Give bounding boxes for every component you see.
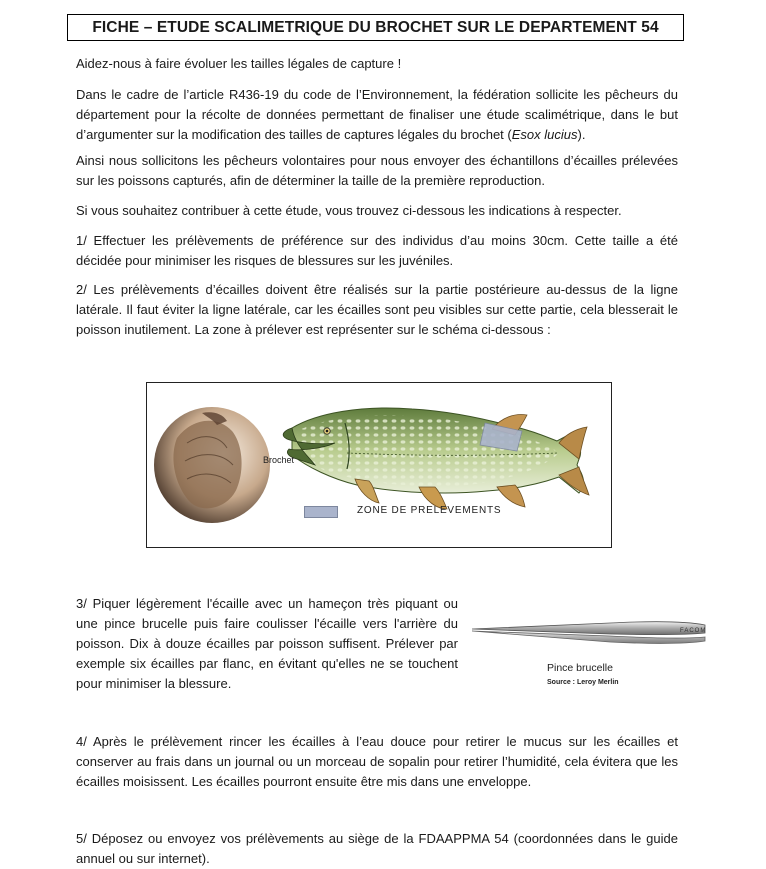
- zone-legend-label: ZONE DE PRELEVEMENTS: [357, 505, 502, 516]
- context-text-before: Dans le cadre de l’article R436-19 du code de l’Environnement, la fédération sollicite les pêcheurs du département pour la récolte de données permettant de finaliser une étude scalimétrique, dans le but d’argumenter sur la modification des tailles de captures légales du brochet (: [76, 87, 678, 142]
- step3-paragraph: 3/ Piquer légèrement l'écaille avec un hameçon très piquant ou une pince brucelle puis faire coulisser l'écaille vers l'arrière du poisson. Dix à douze écailles par poisson suffisent. Prélever par exemple six écailles par flanc, en évitant qu'elles ne se touchent pour minimiser la blessure.: [76, 596, 458, 691]
- pike-illustration: [147, 383, 613, 549]
- instructions-intro-paragraph: Si vous souhaitez contribuer à cette étude, vous trouvez ci-dessous les indications à respecter.: [76, 203, 622, 218]
- step2-paragraph: 2/ Les prélèvements d’écailles doivent être réalisés sur la partie postérieure au-dessus de la ligne latérale. Il faut éviter la ligne latérale, car les écailles sont peu visibles sur cette partie, cela blesserait le poisson inutilement. La zone à prélever est représenter sur le schéma ci-dessous :: [76, 282, 678, 337]
- page-title-text: FICHE – ETUDE SCALIMETRIQUE DU BROCHET SUR LE DEPARTEMENT 54: [92, 18, 659, 36]
- context-text-after: ).: [577, 127, 586, 142]
- pike-sampling-zone-figure: [146, 382, 612, 548]
- page-title: [67, 14, 684, 41]
- request-paragraph: Ainsi nous sollicitons les pêcheurs volontaires pour nous envoyer des échantillons d’écailles prélevées sur les poissons capturés, afin de déterminer la taille de la première reproduction.: [76, 153, 678, 188]
- step4-paragraph: 4/ Après le prélèvement rincer les écailles à l’eau douce pour retirer le mucus sur les écailles et conserver au frais dans un journal ou un morceau de sopalin pour retirer l’humidité, cela évitera que les écailles moisissent. Les écailles pourront ensuite être mis dans une enveloppe.: [76, 734, 678, 789]
- step1-paragraph: 1/ Effectuer les prélèvements de préférence sur des individus d’au moins 30cm. Cette taille a été décidée pour minimiser les risques de blessures sur les juvéniles.: [76, 233, 678, 268]
- tweezers-source: Source : Leroy Merlin: [547, 679, 619, 686]
- context-paragraph: [76, 85, 678, 145]
- tweezers-brand: FACOM: [680, 628, 707, 634]
- species-latin-name: Esox lucius: [511, 127, 578, 142]
- tweezers-caption: Pince brucelle: [547, 662, 613, 674]
- intro-paragraph: Aidez-nous à faire évoluer les tailles légales de capture !: [76, 56, 402, 71]
- scale-photo-label: Brochet: [263, 455, 295, 465]
- zone-legend-swatch: [304, 506, 338, 518]
- tweezers-image: [470, 615, 710, 655]
- step5-paragraph: 5/ Déposez ou envoyez vos prélèvements au siège de la FDAAPPMA 54 (coordonnées dans le guide annuel ou sur internet).: [76, 831, 678, 866]
